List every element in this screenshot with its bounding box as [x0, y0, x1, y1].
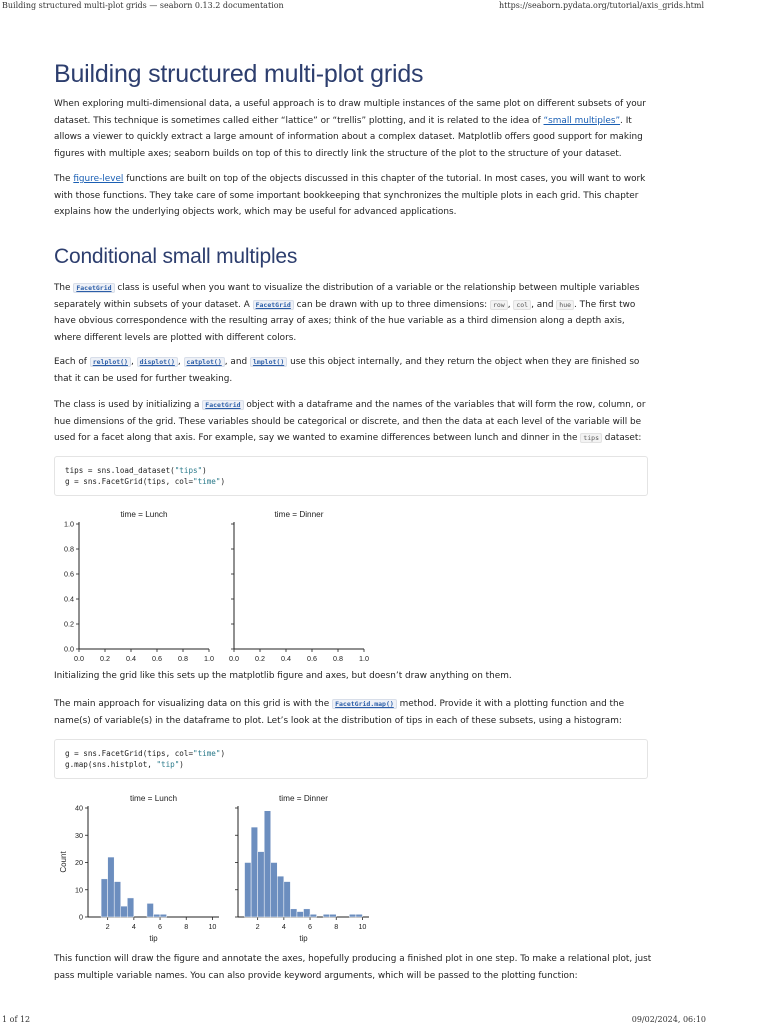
col-code: col [513, 300, 531, 310]
y-tick-label: 10 [75, 885, 83, 895]
code-text: g = sns.FacetGrid(tips, col= [65, 749, 194, 758]
x-tick-label: 4 [281, 922, 286, 931]
p5-text: The class is used by initializing a [54, 400, 203, 410]
y-tick-label: 0.2 [64, 619, 74, 629]
p3-text: . The first two have obvious correspondence with the resulting array of axes; think of the hue variable as a third dimension along a depth axis, where different levels are plotted with different colors. [54, 299, 636, 343]
histogram-bar [264, 811, 271, 917]
tips-code: tips [580, 433, 602, 443]
code-line [65, 465, 637, 476]
initialization-paragraph [54, 397, 654, 447]
histogram-bar [297, 912, 304, 917]
intro1-text-b: . It allows a viewer to quickly extract a large amount of information about a complex dataset. Matplotlib offers good support for making figures with multiple axes; seaborn builds on top of this to directly link the structure of the plot to the structure of your dataset. [54, 115, 643, 159]
facetgrid-link[interactable]: FacetGrid [73, 283, 114, 293]
hue-code: hue [556, 300, 574, 310]
histogram-bar [277, 876, 284, 917]
p4-text: , [130, 357, 137, 367]
p7-text: method. Provide it with a plotting function and the name(s) of variable(s) in the dataframe to plot. Let’s look at the distribution of tips in each of these subsets, using a histogram: [54, 699, 625, 726]
histogram-bar [160, 914, 167, 917]
code-text: ) [220, 749, 226, 758]
x-tick-label: 0.0 [229, 654, 239, 663]
x-axis-label: tip [299, 934, 308, 943]
histogram-bar [290, 909, 297, 917]
p4-text: use this object internally, and they return the object when they are finished so that it can be used for further tweaking. [54, 357, 640, 384]
histogram-bar [101, 879, 108, 917]
browser-page-title: Building structured multi-plot grids — seaborn 0.13.2 documentation [2, 1, 284, 10]
page-title: Building structured multi-plot grids [54, 60, 424, 88]
x-tick-label: 2 [105, 922, 110, 931]
x-tick-label: 0.4 [126, 654, 136, 663]
x-tick-label: 2 [255, 922, 260, 931]
histogram-bar [127, 898, 134, 917]
code-block-facetgrid[interactable] [54, 456, 648, 496]
p5-text: dataset: [601, 433, 642, 443]
histogram-bar [154, 914, 161, 917]
histogram-bar [310, 914, 317, 917]
code-text: ) [179, 760, 184, 769]
row-code: row [490, 300, 508, 310]
empty-facet-grid-figure [54, 508, 384, 668]
histogram-bar [330, 914, 337, 917]
panel-title: time = Dinner [274, 510, 324, 519]
code-text: ) [202, 466, 207, 475]
panel-title: time = Lunch [129, 794, 178, 803]
intro2-text-a: The [54, 174, 74, 184]
p3-text: class is useful when you want to visualize the distribution of a variable or the relationship between multiple variables separately within subsets of your dataset. A [54, 283, 640, 310]
code-text: g = sns.FacetGrid(tips, col= [65, 477, 194, 486]
p3-text: can be drawn with up to three dimensions: [293, 299, 490, 310]
x-tick-label: 10 [358, 922, 367, 931]
figure-level-functions-paragraph [54, 354, 654, 387]
histogram-bar [258, 852, 265, 917]
small-multiples-link[interactable]: “small multiples” [543, 115, 621, 126]
map-method-paragraph [54, 696, 654, 729]
intro-paragraph-2 [54, 171, 654, 221]
x-tick-label: 4 [131, 922, 136, 931]
x-tick-label: 8 [184, 922, 189, 931]
figure-level-link[interactable]: figure-level [73, 174, 124, 184]
print-datetime: 09/02/2024, 06:10 [631, 1015, 706, 1024]
x-tick-label: 8 [334, 922, 339, 931]
x-tick-label: 1.0 [359, 654, 369, 663]
x-tick-label: 10 [208, 922, 217, 931]
histogram-bar [284, 882, 291, 917]
code-text: tips = sns.load_dataset( [65, 466, 175, 475]
code-text: ) [220, 477, 226, 486]
tip-histogram-figure [54, 790, 384, 950]
x-tick-label: 0.6 [307, 654, 317, 663]
browser-page-url: https://seaborn.pydata.org/tutorial/axis_grids.html [498, 1, 704, 10]
x-tick-label: 0.8 [333, 654, 343, 663]
lmplot-link[interactable]: lmplot() [250, 357, 287, 367]
facetgrid-paragraph [54, 280, 654, 346]
code-string: "tip" [156, 760, 180, 769]
histogram-bar [271, 863, 278, 918]
code-line [65, 476, 637, 487]
x-tick-label: 0.0 [74, 654, 84, 663]
facetgrid-link[interactable]: FacetGrid [253, 300, 294, 310]
code-line [65, 748, 637, 759]
x-tick-label: 0.2 [255, 654, 265, 663]
p4-text: , and [224, 357, 250, 367]
code-string: "time" [193, 477, 221, 486]
y-tick-label: 0.8 [64, 544, 74, 554]
x-tick-label: 0.2 [100, 654, 110, 663]
p3-text: The [54, 283, 74, 293]
y-tick-label: 1.0 [64, 519, 74, 529]
code-block-histplot[interactable] [54, 739, 648, 779]
y-tick-label: 20 [75, 858, 83, 867]
page-indicator: 1 of 12 [2, 1015, 31, 1024]
x-tick-label: 6 [158, 922, 163, 931]
code-text: g.map(sns.histplot, [65, 760, 157, 769]
x-tick-label: 0.8 [178, 654, 188, 663]
histogram-bar [356, 914, 363, 917]
catplot-link[interactable]: catplot() [184, 357, 225, 367]
y-tick-label: 0.6 [64, 569, 74, 579]
y-tick-label: 0.0 [64, 644, 74, 654]
displot-link[interactable]: displot() [137, 357, 178, 367]
relplot-link[interactable]: relplot() [90, 357, 131, 367]
intro1-text-a: When exploring multi-dimensional data, a useful approach is to draw multiple instances of the same plot on different subsets of your dataset. This technique is sometimes called either “lattice” or “trellis” plotting, and it is related to the idea of [54, 99, 646, 126]
histogram-bar [323, 914, 330, 917]
histogram-bar [147, 903, 154, 917]
x-tick-label: 0.6 [152, 654, 162, 663]
x-tick-label: 6 [308, 922, 313, 931]
panel-title: time = Dinner [279, 794, 328, 803]
relational-plot-paragraph: This function will draw the figure and annotate the axes, hopefully producing a finished plot in one step. To make a relational plot, just pass multiple variable names. You can also provide keyword arguments, which will be passed to the plotting function: [54, 954, 652, 981]
facetgrid-link[interactable]: FacetGrid [202, 400, 243, 410]
histogram-bar [251, 827, 258, 917]
y-tick-label: 40 [75, 803, 83, 813]
x-tick-label: 0.4 [281, 654, 291, 663]
y-tick-label: 30 [75, 830, 83, 840]
intro-paragraph-1 [54, 96, 654, 162]
histogram-bar [304, 909, 311, 917]
x-tick-label: 1.0 [204, 654, 214, 663]
p3-text: , and [531, 299, 557, 310]
p5-text: object with a dataframe and the names of the variables that will form the row, column, or hue dimensions of the grid. These variables should be categorical or discrete, and then the data at each level of the variable will be used for a facet along that axis. For example, say we wanted to examine differences between lunch and dinner in the [54, 400, 646, 443]
histogram-bar [114, 882, 121, 917]
histogram-bar [121, 906, 128, 917]
p4-text: Each of [54, 357, 90, 367]
code-string: "tips" [174, 466, 203, 475]
code-string: "time" [193, 749, 221, 758]
code-line [65, 759, 637, 770]
y-axis-label: Count [59, 851, 68, 873]
section-title: Conditional small multiples [54, 245, 298, 268]
panel-title: time = Lunch [120, 510, 168, 519]
y-tick-label: 0.4 [64, 594, 74, 604]
empty-grid-caption: Initializing the grid like this sets up the matplotlib figure and axes, but doesn’t draw anything on them. [54, 671, 512, 681]
p4-text: , [177, 357, 184, 367]
p3-text: , [507, 299, 514, 310]
histogram-bar [245, 863, 252, 918]
x-axis-label: tip [149, 934, 158, 943]
facetgrid-map-link[interactable]: FacetGrid.map() [332, 699, 397, 709]
histogram-bar [349, 914, 356, 917]
intro2-text-b: functions are built on top of the objects discussed in this chapter of the tutorial. In most cases, you will want to work with those functions. They take care of some important bookkeeping that synchronizes the multiple plots in each grid. This chapter explains how the underlying objects work, which may be useful for advanced applications. [54, 174, 646, 217]
histogram-bar [108, 857, 115, 917]
y-tick-label: 0 [79, 912, 83, 922]
p7-text: The main approach for visualizing data on this grid is with the [54, 699, 333, 709]
